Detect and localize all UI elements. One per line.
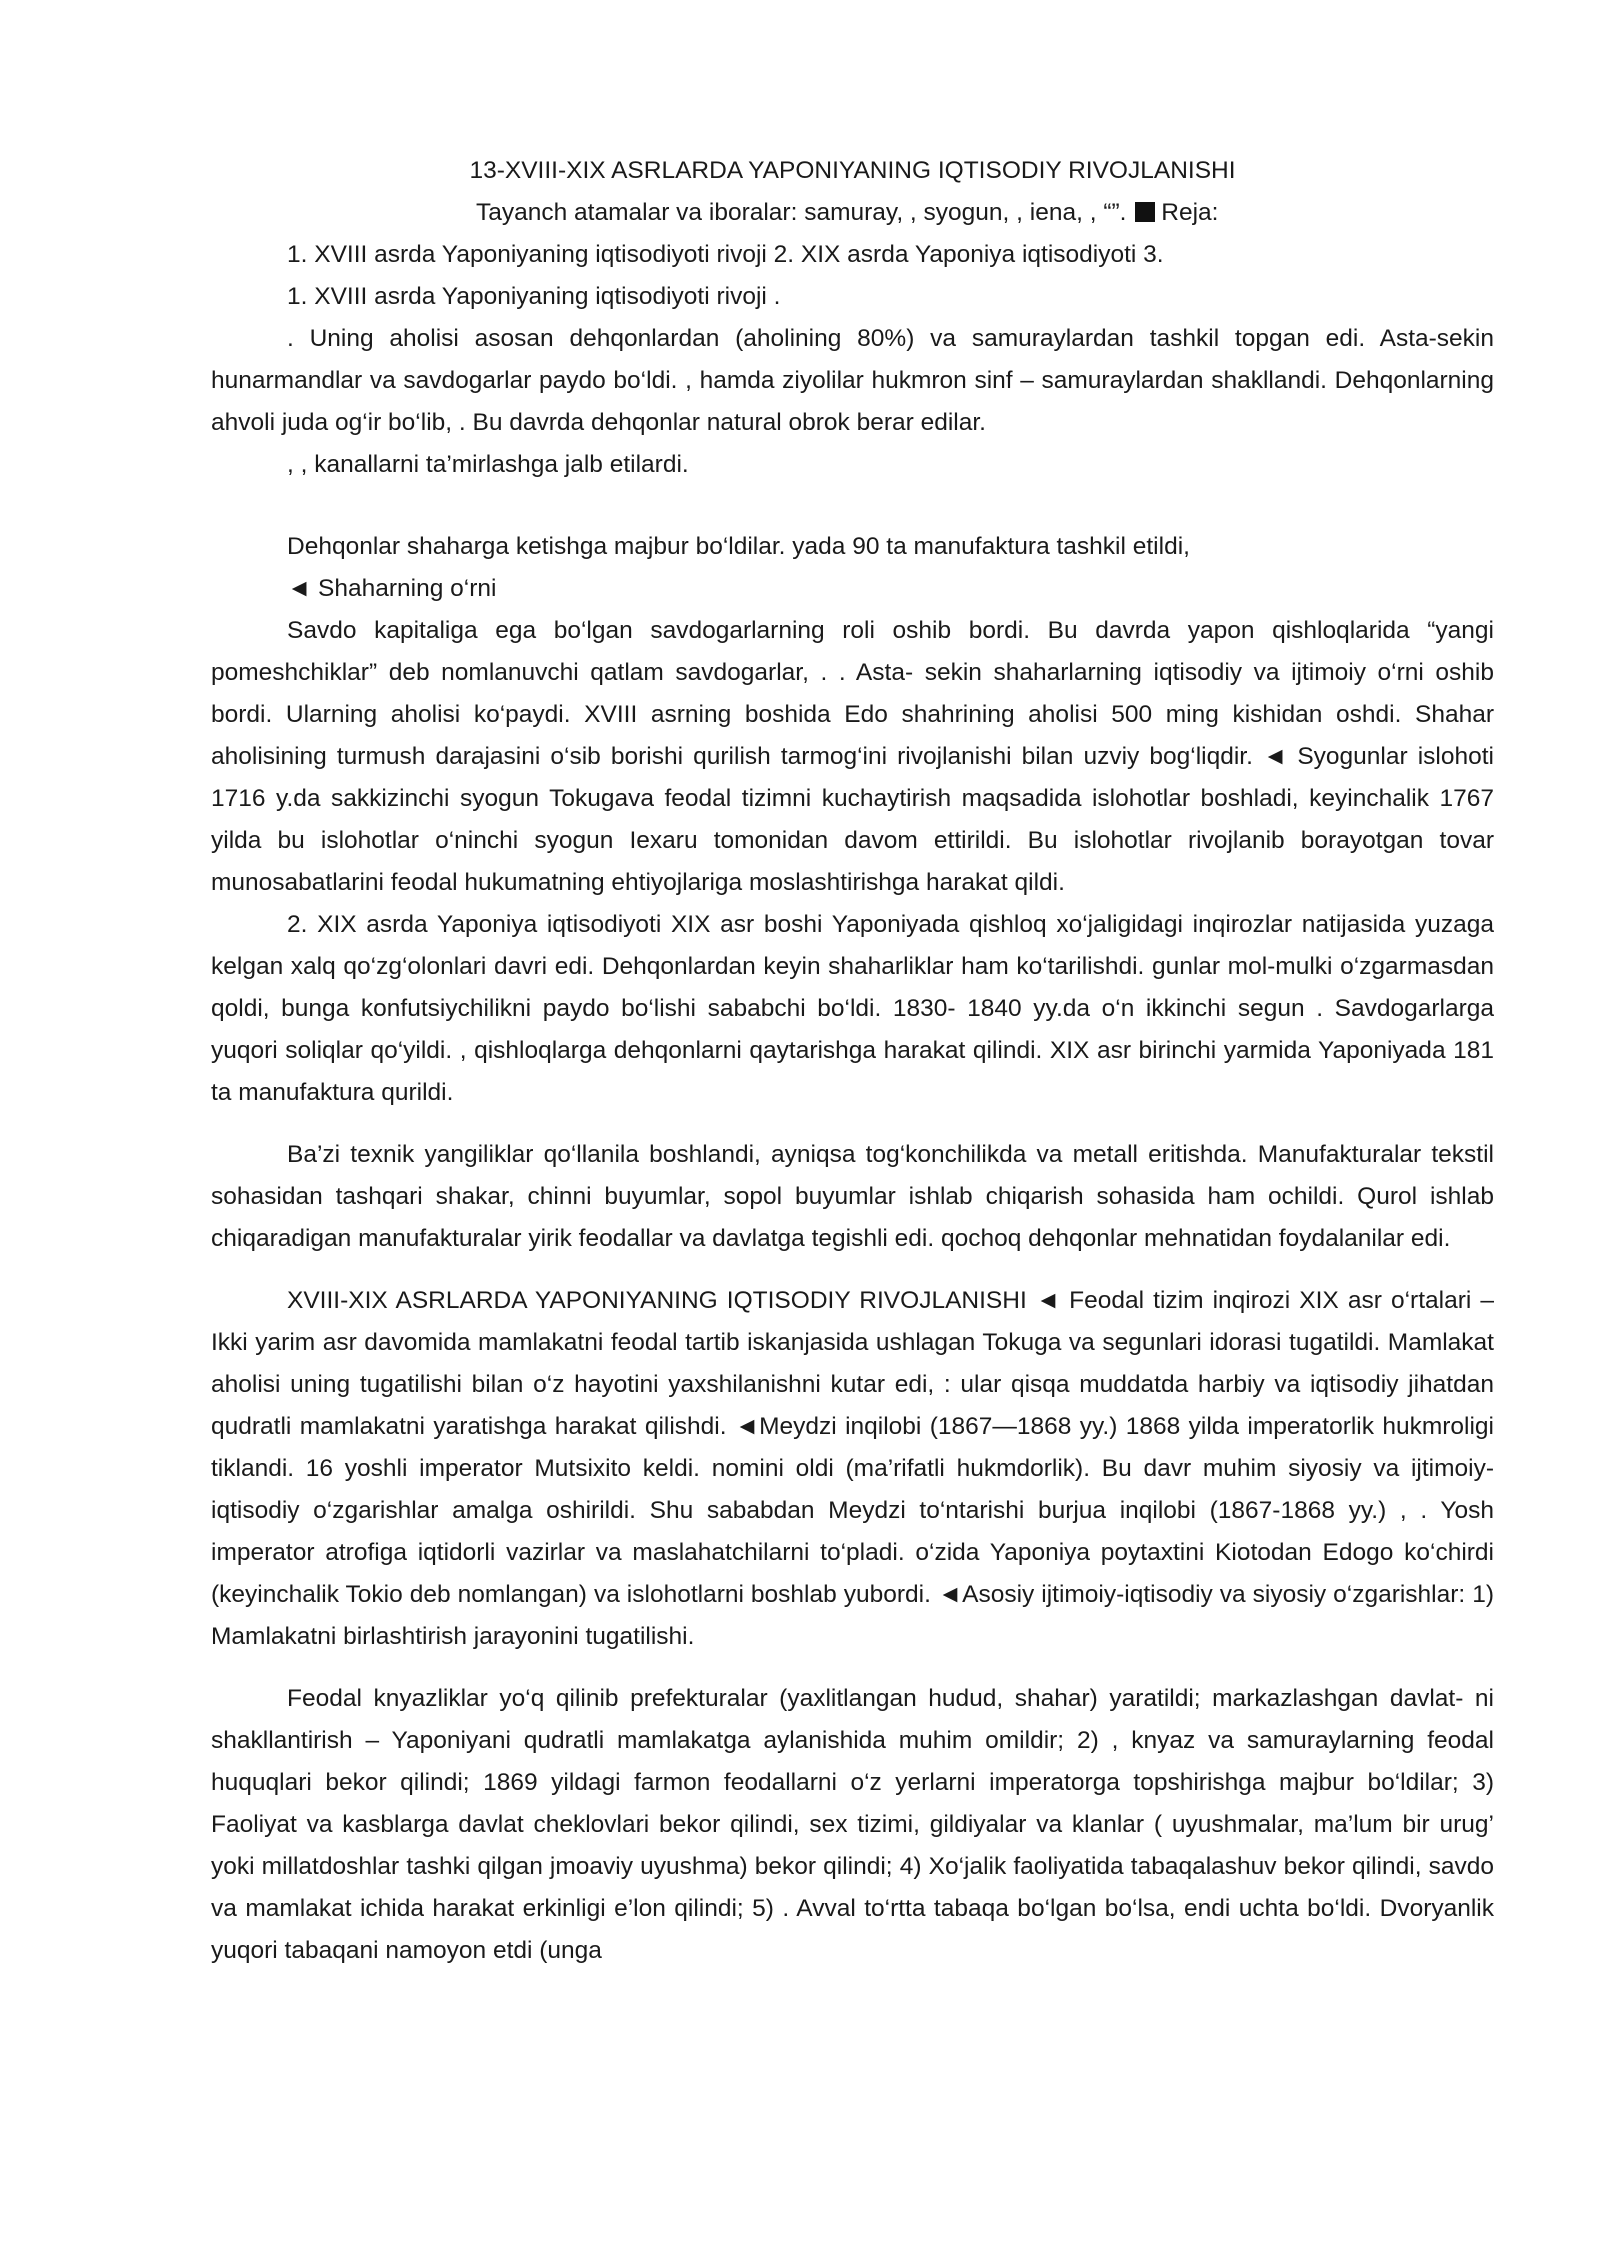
paragraph: XVIII-XIX ASRLARDA YAPONIYANING IQTISODIY RIVOJLANISHI ◄ Feodal tizim inqirozi XIX asr o‘rtalari – Ikki yarim asr davomida mamlakatni feodal tartib iskanjasida ushlagan Tokuga va segunlari idorasi tugatildi. Mamlakat aholisi uning tugatilishi bilan o‘z hayotini yaxshilanishni kutar edi, : ular qisqa muddatda harbiy va iqtisodiy jihatdan qudratli mamlakatni yaratishga harakat qilishdi. ◄Meydzi inqilobi (1867—1868 yy.) 1868 yilda imperatorlik hukmroligi tiklandi. 16 yoshli imperator Mutsixito keldi. nomini oldi (ma’rifatli hukmdorlik). Bu davr muhim siyosiy va ijtimoiy-iqtisodiy o‘zgarishlar amalga oshirildi. Shu sababdan Meydzi to‘ntarishi burjua inqilobi (1867-1868 yy.) , . Yosh imperator atrofiga iqtidorli vazirlar va maslahatchilarni to‘pladi. o‘zida Yaponiya poytaxtini Kiotodan Edogo ko‘chirdi (keyinchalik Tokio deb nomlangan) va islohotlarni boshlab yubordi. ◄Asosiy ijtimoiy-iqtisodiy va siyosiy o‘zgarishlar: 1) Mamlakatni birlashtirish jarayonini tugatilishi.	[211, 1287, 1494, 1650]
spacer	[211, 1114, 1494, 1134]
document-title: 13-XVIII-XIX ASRLARDA YAPONIYANING IQTISODIY RIVOJLANISHI	[469, 157, 1236, 184]
spacer	[211, 486, 1494, 526]
document-body	[211, 150, 1494, 1972]
paragraph: . Uning aholisi asosan dehqonlardan (aholining 80%) va samuraylardan tashkil topgan edi. Asta-sekin hunarmandlar va savdogarlar paydo bo‘ldi. , hamda ziyolilar hukmron sinf – samuraylardan shakllandi. Dehqonlarning ahvoli juda og‘ir bo‘lib, . Bu davrda dehqonlar natural obrok berar edilar.	[211, 325, 1494, 436]
subheading-shahar: ◄ Shaharning o‘rni	[287, 575, 497, 602]
spacer	[211, 1658, 1494, 1678]
paragraph: Ba’zi texnik yangiliklar qo‘llanila boshlandi, ayniqsa tog‘konchilikda va metall eritishda. Manufakturalar tekstil sohasidan tashqari shakar, chinni buyumlar, sopol buyumlar ishlab chiqarish sohasida ham ochildi. Qurol ishlab chiqaradigan manufakturalar yirik feodallar va davlatga tegishli edi. qochoq dehqonlar mehnatidan foydalanilar edi.	[211, 1141, 1494, 1252]
section-1-heading: 1. XVIII asrda Yaponiyaning iqtisodiyoti rivoji .	[287, 283, 781, 310]
section-2-paragraph: 2. XIX asrda Yaponiya iqtisodiyoti XIX asr boshi Yaponiyada qishloq xo‘jaligidagi inqirozlar natijasida yuzaga kelgan xalq qo‘zg‘olonlari davri edi. Dehqonlardan keyin shaharliklar ham ko‘tarilishdi. gunlar mol-mulki o‘zgarmasdan qoldi, bunga konfutsiychilikni paydo bo‘lishi sababchi bo‘ldi. 1830- 1840 yy.da o‘n ikkinchi segun . Savdogarlarga yuqori soliqlar qo‘yildi. , qishloqlarga dehqonlarni qaytarishga harakat qilindi. XIX asr birinchi yarmida Yaponiyada 181 ta manufaktura qurildi.	[211, 911, 1494, 1106]
black-square-icon	[1135, 202, 1155, 222]
spacer	[211, 1260, 1494, 1280]
paragraph: Feodal knyazliklar yo‘q qilinib prefekturalar (yaxlitlangan hudud, shahar) yaratildi; markazlashgan davlat- ni shakllantirish – Yaponiyani qudratli mamlakatga aylanishida muhim omildir; 2) , knyaz va samuraylarning feodal huquqlari bekor qilindi; 1869 yildagi farmon feodallarni o‘z yerlarni imperatorga topshirishga majbur bo‘ldilar; 3) Faoliyat va kasblarga davlat cheklovlari bekor qilindi, sex tizimi, gildiyalar va klanlar ( uyushmalar, ma’lum bir urug’ yoki millatdoshlar tashki qilgan jmoaviy uyushma) bekor qilindi; 4) Xo‘jalik faoliyatida tabaqalashuv bekor qilindi, savdo va mamlakat ichida harakat erkinligi e’lon qilindi; 5) . Avval to‘rtta tabaqa bo‘lgan bo‘lsa, endi uchta bo‘ldi. Dvoryanlik yuqori tabaqani namoyon etdi (unga	[211, 1685, 1494, 1964]
paragraph: Dehqonlar shaharga ketishga majbur bo‘ldilar. yada 90 ta manufaktura tashkil etildi,	[287, 533, 1190, 560]
plan-line: 1. XVIII asrda Yaponiyaning iqtisodiyoti rivoji 2. XIX asrda Yaponiya iqtisodiyoti 3.	[287, 241, 1164, 268]
paragraph: , , kanallarni ta’mirlashga jalb etilardi.	[287, 451, 689, 478]
paragraph: Savdo kapitaliga ega bo‘lgan savdogarlarning roli oshib bordi. Bu davrda yapon qishloqlarida “yangi pomeshchiklar” deb nomlanuvchi qatlam savdogarlar, . . Asta- sekin shaharlarning iqtisodiy va ijtimoiy o‘rni oshib bordi. Ularning aholisi ko‘paydi. XVIII asrning boshida Edo shahrining aholisi 500 ming kishidan oshdi. Shahar aholisining turmush darajasini o‘sib borishi qurilish tarmog‘ini rivojlanishi bilan uzviy bog‘liqdir. ◄ Syogunlar islohoti 1716 y.da sakkizinchi syogun Tokugava feodal tizimni kuchaytirish maqsadida islohotlar boshladi, keyinchalik 1767 yilda bu islohotlar o‘ninchi syogun Iexaru tomonidan davom ettirildi. Bu islohotlar rivojlanib borayotgan tovar munosabatlarini feodal hukumatning ehtiyojlariga moslashtirishga harakat qildi.	[211, 617, 1494, 896]
reja-label: Reja:	[1161, 199, 1219, 226]
keywords-line	[211, 192, 1494, 234]
keywords-text: Tayanch atamalar va iboralar: samuray, , syogun, , iena, , “”.	[476, 199, 1127, 226]
